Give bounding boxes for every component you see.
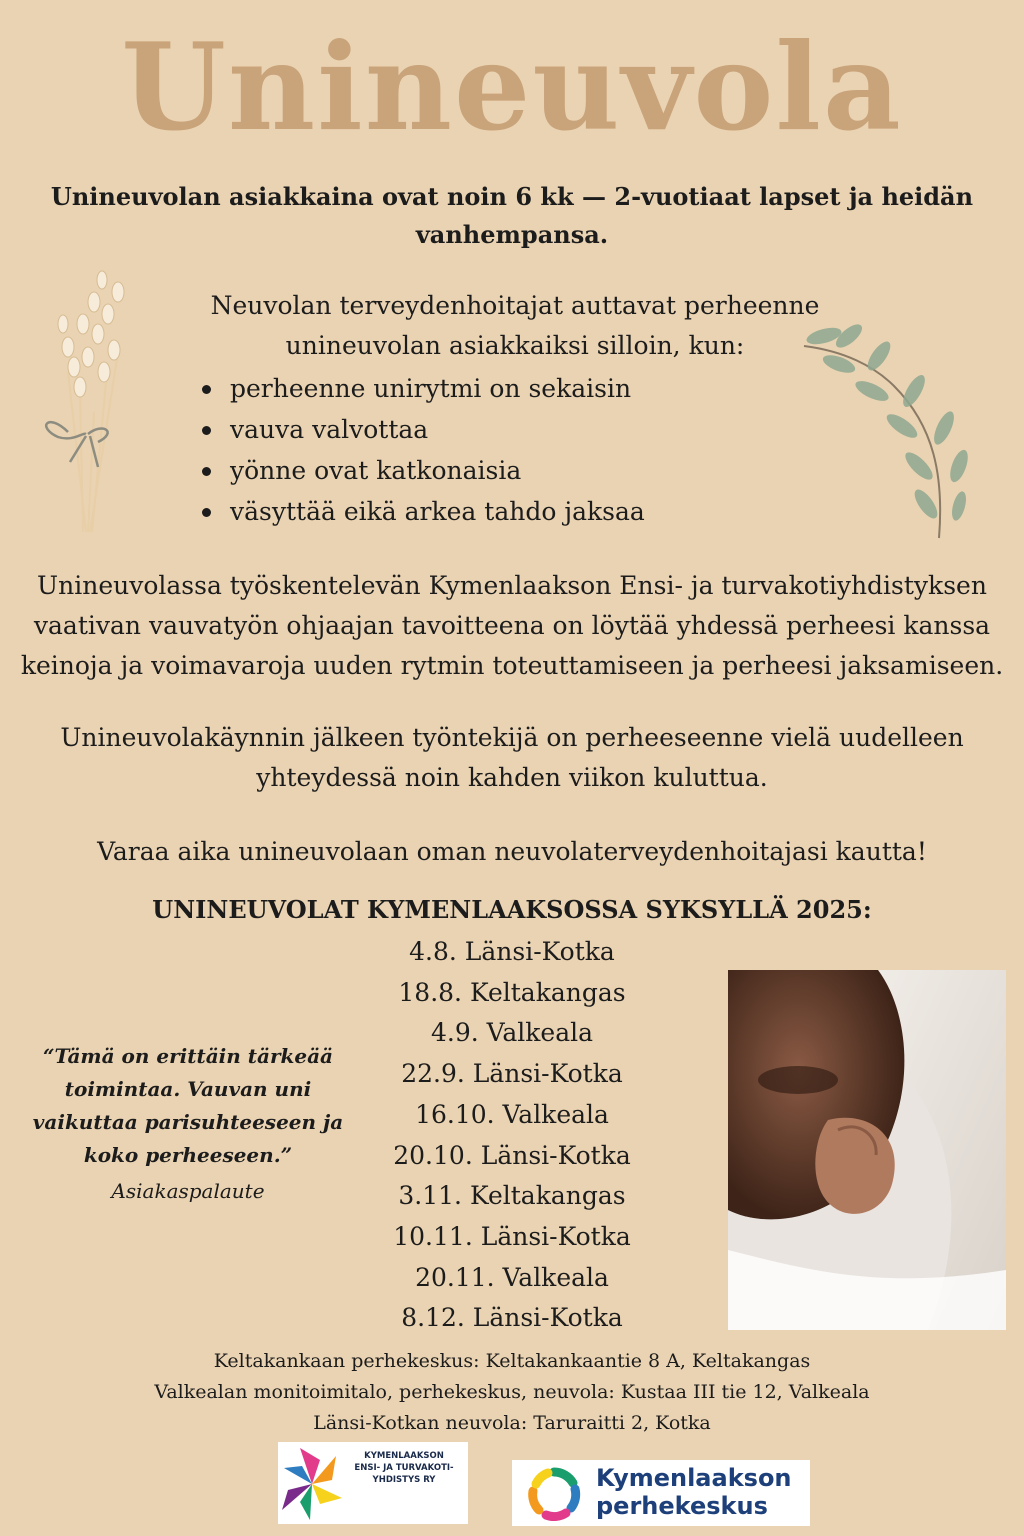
intro-text: Unineuvolan asiakkaina ovat noin 6 kk — 2-vuotiaat lapset ja heidän vanhempansa. (50, 182, 974, 249)
address-line: Länsi-Kotkan neuvola: Taruraitti 2, Kotka (313, 1412, 711, 1434)
customer-quote: “Tämä on erittäin tärkeää toimintaa. Vauvan uni vaikuttaa parisuhteeseen ja koko perheeseen.” (32, 1044, 344, 1167)
schedule-item: 16.10. Valkeala (415, 1099, 609, 1129)
wheat-bouquet-illustration (28, 262, 138, 542)
sleeping-baby-photo (728, 970, 1006, 1330)
address-list (0, 1346, 1024, 1439)
schedule-heading: UNINEUVOLAT KYMENLAAKSOSSA SYKSYLLÄ 2025: (152, 895, 872, 924)
lead-text: Neuvolan terveydenhoitajat auttavat perheenne unineuvolan asiakkaiksi silloin, kun: (210, 291, 820, 360)
schedule-item: 10.11. Länsi-Kotka (393, 1221, 631, 1251)
list-item: yönne ovat katkonaisia (196, 450, 645, 491)
ensi-logo-text: KYMENLAAKSON ENSI- JA TURVAKOTI- YHDISTYS RY (354, 1451, 454, 1485)
perhekeskus-logo (512, 1460, 810, 1526)
schedule-item: 22.9. Länsi-Kotka (401, 1059, 623, 1089)
list-item: perheenne unirytmi on sekaisin (196, 368, 645, 409)
ring-logo-icon (526, 1466, 582, 1522)
address-line: Valkealan monitoimitalo, perhekeskus, neuvola: Kustaa III tie 12, Valkeala (154, 1381, 870, 1403)
schedule-item: 20.11. Valkeala (415, 1262, 609, 1292)
booking-paragraph: Varaa aika unineuvolaan oman neuvolaterveydenhoitajasi kautta! (97, 837, 927, 866)
schedule-item: 8.12. Länsi-Kotka (401, 1303, 623, 1333)
description-paragraph: Unineuvolassa työskentelevän Kymenlaakson Ensi- ja turvakotiyhdistyksen vaativan vauvatyön ohjaajan tavoitteena on löytää yhdessä perheesi kanssa keinoja ja voimavaroja uuden rytmin toteuttamiseen ja perheesi jaksamiseen. (20, 571, 1004, 680)
perhekeskus-logo-text: Kymenlaakson perhekeskus (596, 1464, 792, 1520)
page-title: Unineuvola (121, 17, 903, 158)
schedule-list (362, 932, 662, 1339)
quote-source: Asiakaspalaute (111, 1179, 265, 1203)
address-line: Keltakankaan perhekeskus: Keltakankaantie 8 A, Keltakangas (213, 1350, 811, 1372)
schedule-item: 4.8. Länsi-Kotka (409, 937, 615, 966)
ensi-turvakoti-logo (278, 1442, 468, 1524)
schedule-item: 20.10. Länsi-Kotka (393, 1140, 631, 1170)
schedule-item: 3.11. Keltakangas (398, 1181, 626, 1211)
schedule-item: 4.9. Valkeala (430, 1018, 594, 1048)
schedule-item: 18.8. Keltakangas (398, 977, 626, 1007)
followup-paragraph: Unineuvolakäynnin jälkeen työntekijä on perheeseenne vielä uudelleen yhteydessä noin kahden viikon kuluttua. (60, 723, 964, 792)
list-item: väsyttää eikä arkea tahdo jaksaa (196, 491, 645, 532)
list-item: vauva valvottaa (196, 409, 645, 450)
pinwheel-logo-icon (280, 1446, 344, 1522)
reason-list (196, 368, 645, 532)
